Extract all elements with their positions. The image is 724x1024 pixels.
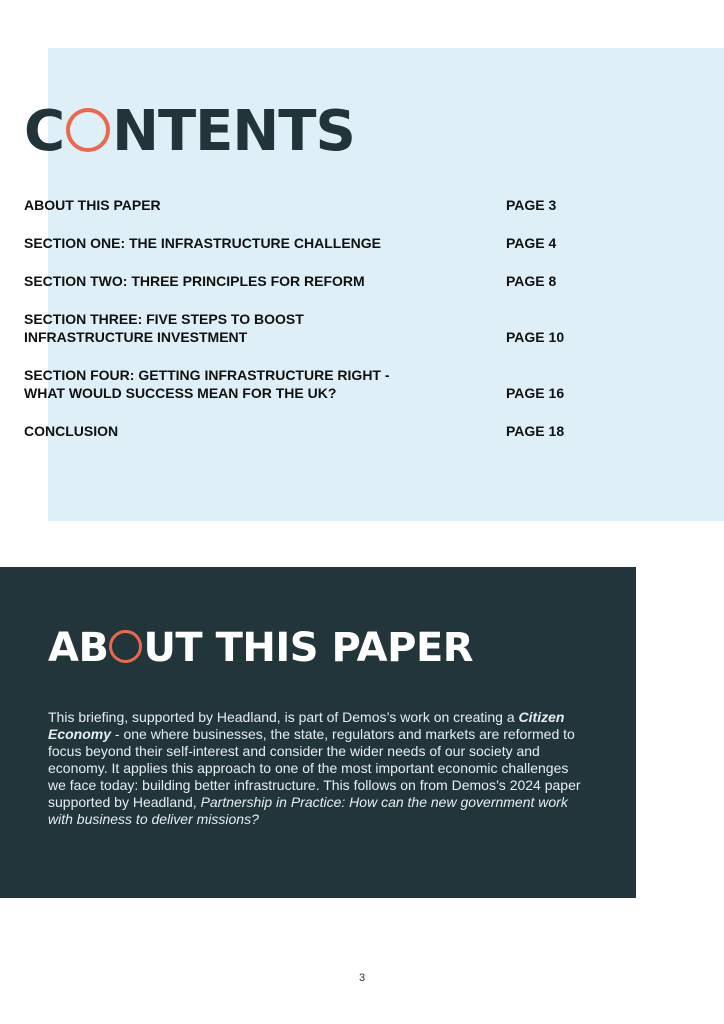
citizen-economy-emphasis: Citizen Economy — [48, 709, 565, 742]
toc-entry-label: CONCLUSION — [24, 423, 119, 439]
toc-entry[interactable] — [24, 196, 584, 214]
about-heading-end: UT THIS PAPER — [143, 625, 474, 671]
referenced-paper-title: Partnership in Practice: How can the new government work with business to deliver missions? — [48, 794, 568, 827]
circle-o-icon — [66, 108, 110, 152]
page-number: 3 — [358, 972, 366, 984]
about-body-part: - one where businesses, the state, regulators and markets are reformed to focus beyond their self-interest and consider the wider needs of our society and economy. It applies this approach to one of the most important economic challenges we face today: building better infrastructure. This follows on from Demos’s 2024 paper supported by Headland, — [48, 726, 581, 810]
toc-entry[interactable] — [24, 366, 584, 402]
toc-entry-label: SECTION FOUR: GETTING INFRASTRUCTURE RIGHT - WHAT WOULD SUCCESS MEAN FOR THE UK? — [24, 367, 390, 401]
contents-heading — [24, 100, 355, 164]
circle-o-icon — [109, 630, 142, 663]
contents-heading-end: NTENTS — [112, 99, 355, 164]
toc-entry-page: PAGE 10 — [506, 329, 565, 345]
toc-entry-page: PAGE 8 — [506, 273, 557, 289]
toc-entry[interactable] — [24, 234, 584, 252]
toc-entry-page: PAGE 18 — [506, 423, 565, 439]
about-heading — [48, 622, 473, 674]
toc-entry[interactable] — [24, 272, 584, 290]
toc-entry-page: PAGE 3 — [506, 197, 557, 213]
about-heading-start: AB — [48, 625, 109, 671]
toc-entry[interactable] — [24, 310, 584, 346]
toc-entry-label: ABOUT THIS PAPER — [24, 197, 161, 213]
toc-entry-label: SECTION THREE: FIVE STEPS TO BOOST INFRASTRUCTURE INVESTMENT — [24, 311, 304, 345]
toc-entry-label: SECTION ONE: THE INFRASTRUCTURE CHALLENGE — [24, 235, 381, 251]
about-body-part: This briefing, supported by Headland, is part of Demos’s work on creating a — [48, 709, 519, 725]
toc-entry-label: SECTION TWO: THREE PRINCIPLES FOR REFORM — [24, 273, 365, 289]
contents-heading-start: C — [24, 99, 65, 164]
about-body-text — [48, 709, 588, 828]
toc-entry-page: PAGE 16 — [506, 385, 565, 401]
toc-entry[interactable] — [24, 422, 584, 440]
toc-entry-page: PAGE 4 — [506, 235, 557, 251]
